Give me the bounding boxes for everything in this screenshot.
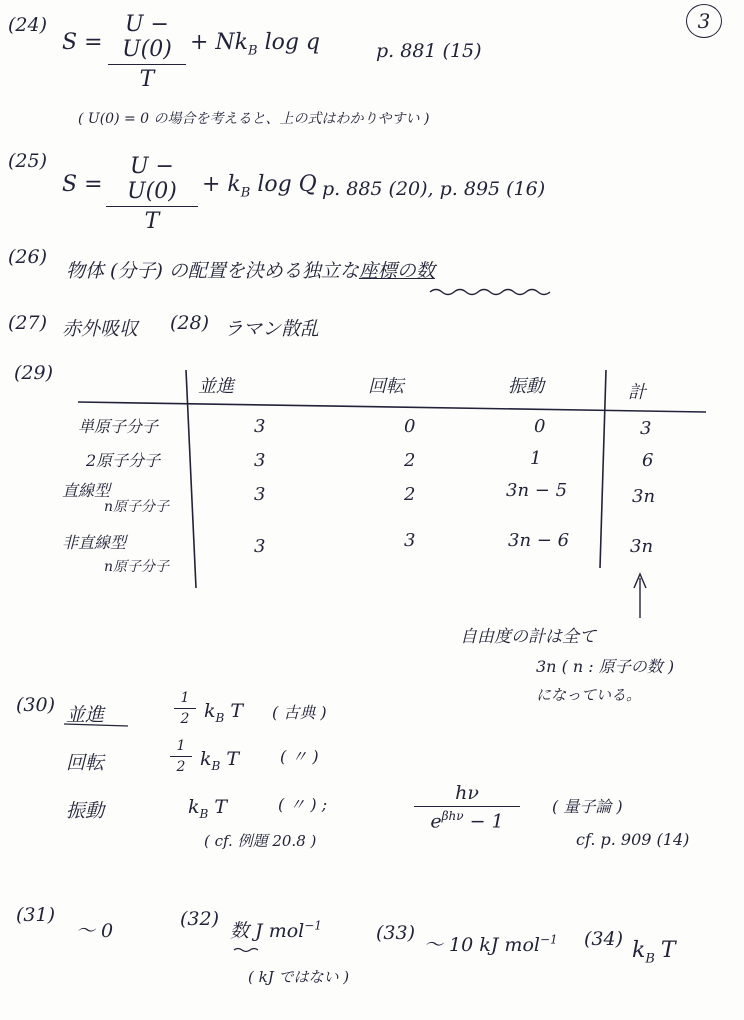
- row-label-monatomic: 単原子分子: [78, 417, 159, 436]
- q27-number: (27): [8, 312, 48, 334]
- table-cell: 3n: [630, 536, 654, 557]
- t-symbol: T: [226, 748, 240, 770]
- q24-lhs: S =: [62, 30, 103, 55]
- q27-text: 赤外吸収: [62, 318, 139, 340]
- table-cell: 3: [254, 416, 266, 437]
- k-subscript: B: [645, 951, 655, 967]
- t-symbol: T: [230, 700, 244, 722]
- minus-one: − 1: [463, 810, 504, 833]
- q24-note: ( U(0) = 0 の場合を考えると、上の式はわかりやすい ): [78, 111, 430, 127]
- table-cell: 6: [642, 450, 654, 471]
- page-number: 3: [686, 4, 722, 38]
- q30-value-translation: [204, 700, 243, 725]
- q30-quantum-fraction: [414, 782, 520, 832]
- q24-tail-a: + Nk: [190, 30, 249, 55]
- q28-text: ラマン散乱: [224, 318, 320, 340]
- q30-number: (30): [16, 694, 56, 716]
- q25-denominator: T: [144, 209, 160, 234]
- e-symbol: e: [430, 810, 442, 833]
- q29-note-line2: 3n ( n : 原子の数 ): [536, 657, 675, 676]
- q34-text: [632, 938, 676, 966]
- row-label-nonlinear-sub: n原子分子: [104, 559, 170, 575]
- q32-text: [230, 916, 322, 943]
- q30-quantum-note: ( 量子論 ): [552, 797, 623, 816]
- q26-number: (26): [8, 246, 48, 268]
- q32-exponent: −1: [304, 918, 322, 933]
- q33-exponent: −1: [539, 932, 558, 947]
- q33-number: (33): [376, 922, 416, 944]
- table-cell: 3: [254, 484, 266, 505]
- q25-number: (25): [8, 150, 48, 172]
- t-symbol: T: [660, 938, 676, 963]
- fraction-denominator: 2: [176, 759, 186, 775]
- table-cell: 3: [254, 536, 266, 557]
- q30-value-rotation: [200, 748, 239, 773]
- k-symbol: k: [204, 700, 216, 722]
- table-cell: 3: [404, 530, 416, 551]
- row-label-nonlinear: 非直線型: [62, 533, 127, 552]
- q26-text-a: 物体 (分子) の配置を決める独立な: [66, 260, 359, 282]
- exponent: βhν: [441, 809, 464, 823]
- q33-text: [424, 930, 558, 957]
- q28-number: (28): [170, 312, 210, 334]
- k-subscript: B: [215, 710, 225, 725]
- table-cell: 1: [530, 448, 542, 469]
- q26-text-b: 座標の数: [358, 260, 435, 282]
- row-label-linear: 直線型: [62, 481, 111, 500]
- k-subscript: B: [211, 758, 221, 773]
- k-symbol: k: [632, 938, 646, 963]
- q30-cf-page: cf. p. 909 (14): [576, 830, 690, 849]
- fraction-numerator: 1: [174, 690, 196, 709]
- table-header-total: 計: [628, 382, 646, 403]
- q29-number: (29): [14, 362, 54, 384]
- row-label-diatomic: 2原子分子: [86, 451, 161, 470]
- q24-tail-sub: B: [248, 43, 258, 59]
- q32-value: 数 J mol: [230, 920, 305, 942]
- q30-half-fraction: [170, 738, 192, 775]
- q25-tail-a: + k: [202, 172, 241, 197]
- table-cell: 3n: [632, 486, 656, 507]
- table-cell: 3n − 6: [508, 530, 570, 551]
- table-header-rotation: 回転: [368, 376, 404, 397]
- q25-tail-b: log Q: [250, 172, 317, 197]
- k-symbol: k: [188, 796, 200, 818]
- q30-cf-example: ( cf. 例題 20.8 ): [204, 832, 317, 850]
- quantum-numerator: hν: [414, 782, 520, 807]
- q30-note-rotation: ( 〃 ): [280, 747, 319, 766]
- fraction-denominator: 2: [180, 711, 190, 727]
- q29-note-line1: 自由度の計は全て: [460, 627, 596, 647]
- table-cell: 2: [404, 450, 416, 471]
- table-header-translation: 並進: [198, 376, 234, 397]
- table-cell: 0: [534, 416, 546, 437]
- q30-label-rotation: 回転: [66, 752, 105, 774]
- q25-lhs: S =: [62, 172, 103, 197]
- q29-note-line3: になっている。: [536, 686, 642, 704]
- q31-number: (31): [16, 904, 56, 926]
- q30-note-vibration: ( 〃 ) ;: [278, 795, 328, 814]
- k-symbol: k: [200, 748, 212, 770]
- q30-value-vibration: [188, 796, 227, 821]
- q24-numerator: U − U(0): [108, 12, 186, 65]
- q25-numerator: U − U(0): [106, 154, 198, 207]
- k-subscript: B: [199, 806, 209, 821]
- table-cell: 3: [640, 418, 652, 439]
- quantum-denominator: [414, 807, 520, 832]
- row-label-linear-sub: n原子分子: [104, 499, 170, 515]
- q25-reference: p. 885 (20), p. 895 (16): [322, 178, 546, 200]
- table-header-vibration: 振動: [508, 376, 544, 397]
- q24-denominator: T: [139, 67, 155, 92]
- q32-note: ( kJ ではない ): [248, 968, 350, 986]
- q30-note-translation: ( 古典 ): [272, 703, 327, 722]
- table-cell: 3: [254, 450, 266, 471]
- q24-reference: p. 881 (15): [376, 40, 482, 62]
- fraction-numerator: 1: [170, 738, 192, 757]
- q24-tail-b: log q: [257, 30, 321, 55]
- table-cell: 3n − 5: [506, 480, 568, 501]
- q32-number: (32): [180, 908, 220, 930]
- q34-number: (34): [584, 928, 624, 950]
- t-symbol: T: [214, 796, 228, 818]
- q25-tail-sub: B: [240, 185, 251, 201]
- q30-label-vibration: 振動: [66, 800, 105, 822]
- q33-value: 〜 10 kJ mol: [424, 934, 540, 956]
- q30-label-translation: 並進: [66, 704, 105, 726]
- table-cell: 2: [404, 484, 416, 505]
- q31-text: 〜 0: [76, 920, 114, 942]
- table-cell: 0: [404, 416, 416, 437]
- q24-number: (24): [8, 14, 48, 36]
- q30-half-fraction: [174, 690, 196, 727]
